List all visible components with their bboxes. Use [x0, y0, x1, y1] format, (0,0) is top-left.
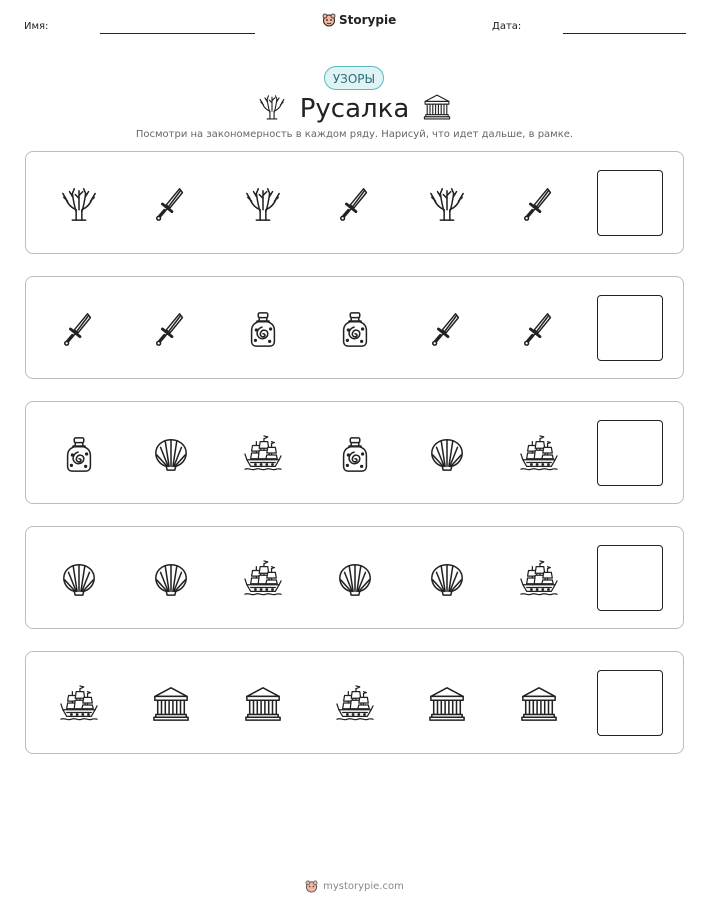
potion-bottle-icon	[336, 435, 374, 473]
seashell-icon	[428, 560, 466, 598]
footer-url[interactable]: mystorypie.com	[323, 881, 404, 892]
pattern-row	[25, 276, 684, 379]
worksheet-header	[0, 0, 709, 60]
temple-icon	[244, 685, 282, 723]
dagger-icon	[60, 310, 98, 348]
brand-logo	[322, 13, 396, 27]
sailing-ship-icon	[520, 560, 558, 598]
seashell-icon	[336, 560, 374, 598]
coral-icon	[244, 185, 282, 223]
dagger-icon	[152, 310, 190, 348]
date-field[interactable]	[563, 33, 686, 34]
pattern-row	[25, 401, 684, 504]
temple-icon	[520, 685, 558, 723]
title-row	[0, 92, 709, 126]
coral-icon	[428, 185, 466, 223]
dagger-icon	[428, 310, 466, 348]
storypie-mascot-icon	[322, 13, 336, 27]
seashell-icon	[152, 560, 190, 598]
sailing-ship-icon	[244, 560, 282, 598]
dagger-icon	[520, 310, 558, 348]
sailing-ship-icon	[336, 685, 374, 723]
name-label: Имя:	[24, 21, 49, 32]
sailing-ship-icon	[244, 435, 282, 473]
category-badge: УЗОРЫ	[324, 66, 384, 90]
coral-icon	[258, 93, 286, 125]
name-field[interactable]	[100, 33, 255, 34]
instruction-text: Посмотри на закономерность в каждом ряду. Нарисуй, что идет дальше, в рамке.	[135, 129, 574, 140]
potion-bottle-icon	[244, 310, 282, 348]
storypie-mascot-icon	[305, 880, 318, 893]
sailing-ship-icon	[60, 685, 98, 723]
coral-icon	[60, 185, 98, 223]
answer-box[interactable]	[597, 420, 663, 486]
temple-icon	[152, 685, 190, 723]
dagger-icon	[520, 185, 558, 223]
pattern-row	[25, 526, 684, 629]
pattern-row	[25, 151, 684, 254]
potion-bottle-icon	[60, 435, 98, 473]
answer-box[interactable]	[597, 670, 663, 736]
dagger-icon	[336, 185, 374, 223]
temple-icon	[428, 685, 466, 723]
date-label: Дата:	[492, 21, 522, 32]
seashell-icon	[60, 560, 98, 598]
sailing-ship-icon	[520, 435, 558, 473]
dagger-icon	[152, 185, 190, 223]
seashell-icon	[428, 435, 466, 473]
temple-icon	[423, 93, 451, 125]
seashell-icon	[152, 435, 190, 473]
answer-box[interactable]	[597, 545, 663, 611]
answer-box[interactable]	[597, 170, 663, 236]
footer	[0, 880, 709, 893]
pattern-row	[25, 651, 684, 754]
answer-box[interactable]	[597, 295, 663, 361]
potion-bottle-icon	[336, 310, 374, 348]
brand-name: Storypie	[339, 13, 397, 27]
page-title: Русалка	[299, 94, 410, 124]
